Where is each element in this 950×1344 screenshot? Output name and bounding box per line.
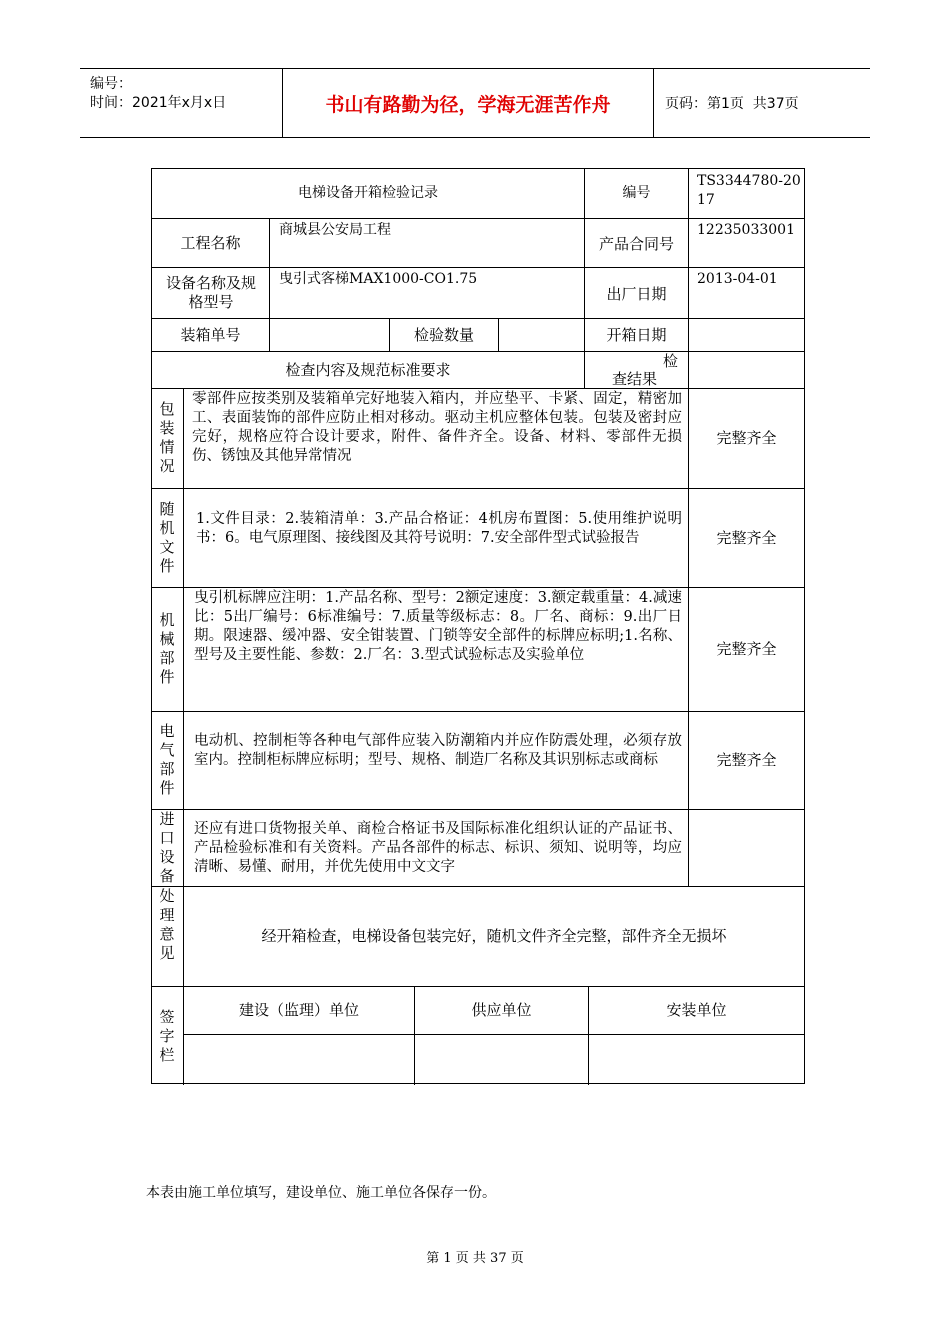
row-result-documents: 完整齐全 — [716, 528, 777, 547]
row-content-electrical: 电动机、控制柜等各种电气部件应装入防潮箱内并应作防震处理，必须存放室内。控制柜标牌应标明；型号、规格、制造厂名称及其识别标志或商标 — [194, 733, 682, 768]
serial-label: 编号： — [90, 76, 132, 92]
device-label: 设备名称及规格型号 — [165, 274, 256, 311]
row-label-mechanical: 机械部件 — [159, 611, 175, 686]
number-label: 编号 — [622, 185, 651, 201]
row-label-electrical: 电气部件 — [159, 722, 175, 797]
row-content-packaging: 零部件应按类别及装箱单完好地装入箱内，并应垫平、卡紧、固定，精密加工、表面装饰的部件应防止相对移动。驱动主机应整体包装。包装及密封应完好，规格应符合设计要求，附件、备件齐全。设备、材料、零部件无损伤、锈蚀及其他异常情况 — [192, 391, 682, 464]
row-content-mechanical: 曳引机标牌应注明：1.产品名称、型号：2额定速度：3.额定载重量：4.减速比：5出厂编号：6标准编号：7.质量等级标志：8。厂名、商标：9.出厂日期。限速器、缓冲器、安全钳装置、门锁等安全部件的标牌应标明;1.名称、型号及主要性能、参数：2.厂名：3.型式试验标志及实验单位 — [194, 590, 682, 663]
header-motto: 书山有路勤为径，学海无涯苦作舟 — [283, 69, 654, 137]
factory-date-label: 出厂日期 — [606, 284, 667, 303]
row-result-mechanical: 完整齐全 — [716, 640, 777, 658]
sign-label: 签字栏 — [159, 1007, 175, 1064]
row-content-documents: 1.文件目录：2.装箱清单：3.产品合格证：4机房布置图：5.使用维护说明书：6。电气原理图、接线图及其符号说明：7.安全部件型式试验报告 — [196, 511, 682, 546]
page-number: 第 1 页 共 37 页 — [426, 1251, 524, 1266]
header-right-cell — [665, 69, 870, 137]
contract-label: 产品合同号 — [598, 234, 674, 253]
open-date-value — [689, 319, 804, 351]
footnote: 本表由施工单位填写，建设单位、施工单位各保存一份。 — [146, 1185, 496, 1201]
row-label-documents: 随机文件 — [159, 500, 175, 575]
opinion-text: 经开箱检查，电梯设备包装完好，随机文件齐全完整，部件齐全无损坏 — [261, 927, 727, 945]
page-label: 页码：第1页 共37页 — [665, 96, 799, 112]
page-header — [80, 68, 870, 138]
packing-no-value — [270, 319, 389, 351]
inspection-form-table — [151, 168, 805, 1084]
row-result-electrical: 完整齐全 — [716, 751, 777, 769]
row-label-imported: 进口设备 — [159, 810, 175, 885]
number-value: TS3344780-2017 — [697, 173, 801, 208]
packing-no-label: 装箱单号 — [180, 325, 241, 344]
form-title: 电梯设备开箱检验记录 — [298, 185, 438, 201]
sign-col-supplier: 供应单位 — [471, 1001, 532, 1019]
inspect-qty-label: 检验数量 — [413, 325, 474, 344]
content-header: 检查内容及规范标准要求 — [285, 360, 451, 379]
device-value: 曳引式客梯MAX1000-CO1.75 — [279, 271, 478, 287]
row-result-imported — [689, 810, 804, 886]
project-label: 工程名称 — [180, 233, 241, 252]
row-label-packaging: 包装情况 — [159, 400, 175, 475]
result-header — [585, 352, 688, 388]
result-header-line1: 检 — [662, 352, 678, 370]
row-content-imported: 还应有进口货物报关单、商检合格证书及国际标准化组织认证的产品证书、产品检验标准和有关资料。产品各部件的标志、标识、须知、说明等，均应清晰、易懂、耐用，并优先使用中文文字 — [194, 821, 682, 875]
factory-date-value: 2013-04-01 — [697, 271, 778, 287]
header-left-cell — [80, 69, 283, 137]
project-value: 商城县公安局工程 — [279, 222, 391, 238]
time-label: 时间：2021年x月x日 — [90, 95, 227, 111]
result-header-line2: 查结果 — [612, 370, 658, 388]
open-date-label: 开箱日期 — [606, 325, 667, 344]
sign-col-construction: 建设（监理）单位 — [238, 1001, 359, 1019]
opinion-label: 处理意见 — [159, 887, 175, 962]
contract-value: 12235033001 — [697, 222, 795, 238]
sign-col-installer: 安装单位 — [666, 1001, 727, 1019]
inspect-qty-value — [499, 319, 584, 351]
row-result-packaging: 完整齐全 — [716, 429, 777, 447]
